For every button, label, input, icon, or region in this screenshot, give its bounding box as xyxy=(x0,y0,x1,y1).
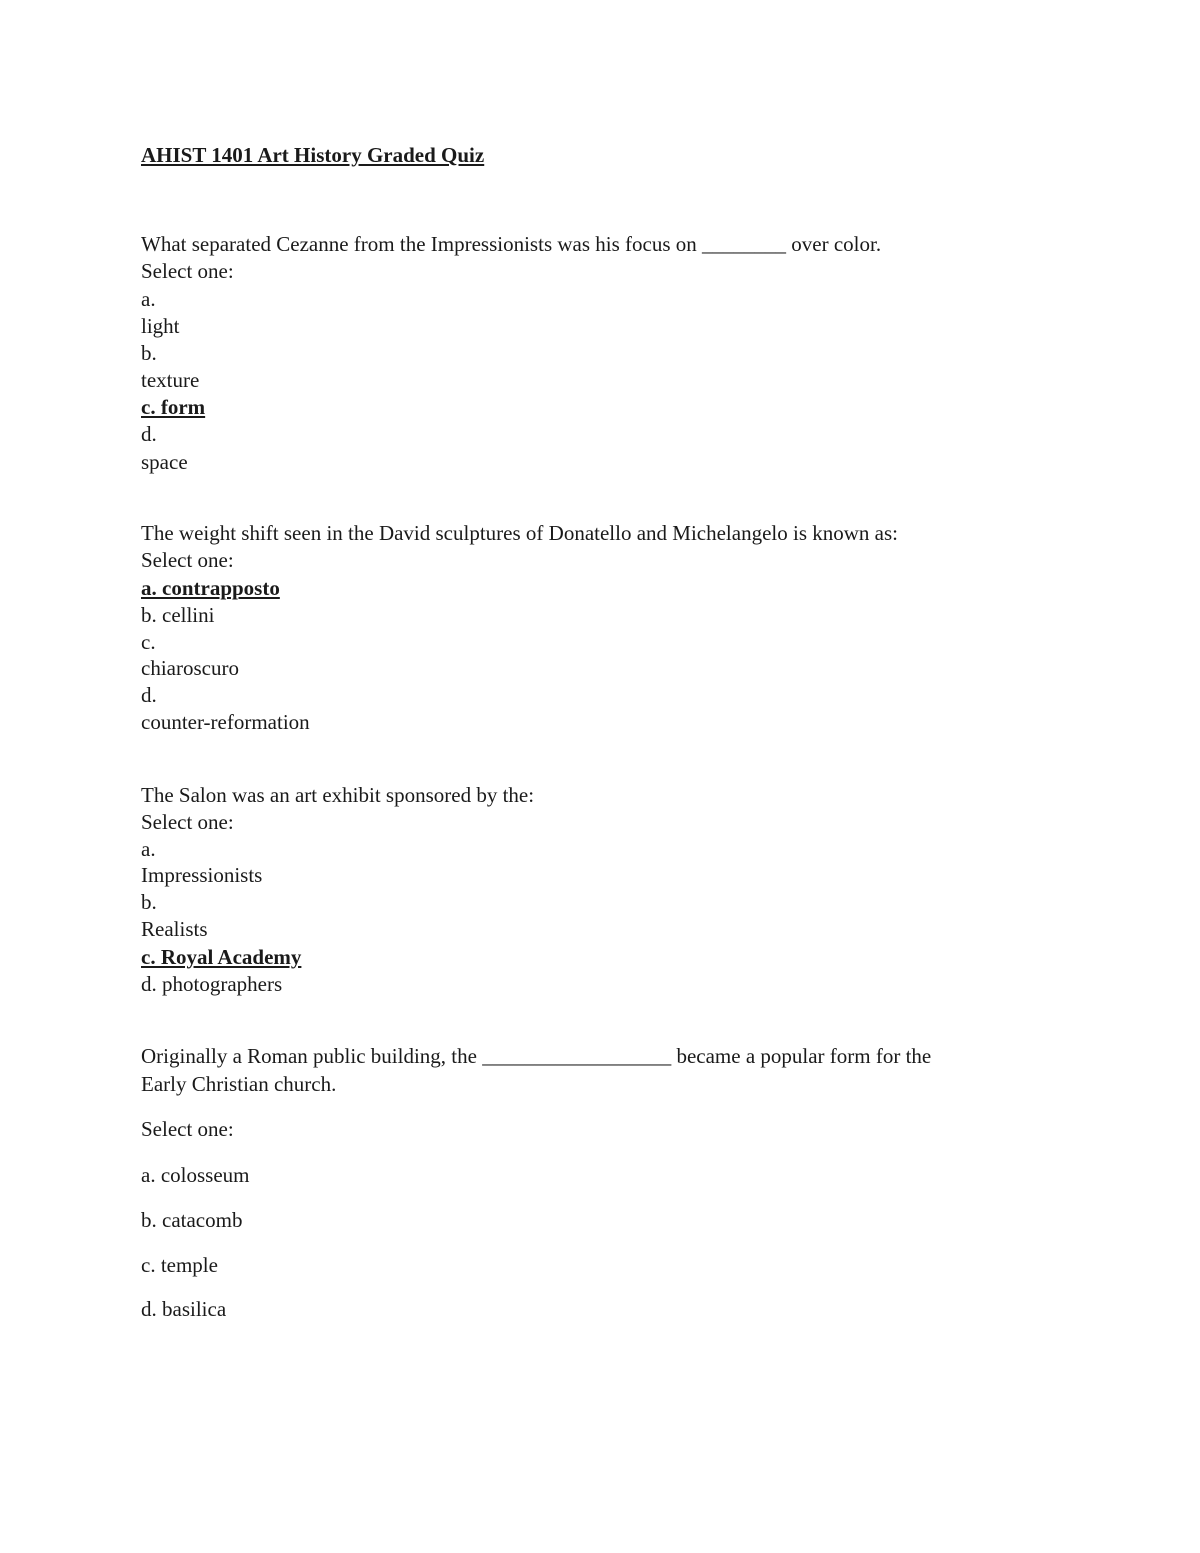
question-4-option-a: a. colosseum xyxy=(141,1163,250,1187)
question-3-option-b-letter: b. xyxy=(141,890,157,914)
question-3-option-d: d. photographers xyxy=(141,972,283,996)
question-2-option-d-text: counter-reformation xyxy=(141,710,310,734)
question-1-option-d-letter: d. xyxy=(141,422,157,446)
question-3-option-a-text: Impressionists xyxy=(141,863,263,887)
question-3-correct-answer: c. Royal Academy xyxy=(141,945,302,969)
question-1-option-a-letter: a. xyxy=(141,287,156,311)
question-4-text-line-1: Originally a Roman public building, the __________________ became a popular form for the xyxy=(141,1044,932,1068)
question-2-select-prompt: Select one: xyxy=(141,548,234,572)
question-3-select-prompt: Select one: xyxy=(141,810,234,834)
question-2-correct-answer: a. contrapposto xyxy=(141,576,280,600)
question-4-text-line-2: Early Christian church. xyxy=(141,1072,337,1096)
question-4-option-b: b. catacomb xyxy=(141,1208,243,1232)
question-2-text: The weight shift seen in the David sculptures of Donatello and Michelangelo is known as: xyxy=(141,521,898,545)
question-2-option-d-letter: d. xyxy=(141,683,157,707)
question-3-text: The Salon was an art exhibit sponsored by the: xyxy=(141,783,535,807)
question-4-option-c: c. temple xyxy=(141,1253,218,1277)
question-3-option-b-text: Realists xyxy=(141,917,208,941)
question-1-option-b-text: texture xyxy=(141,368,200,392)
question-1-correct-answer: c. form xyxy=(141,395,206,419)
question-1-text: What separated Cezanne from the Impressionists was his focus on ________ over color. xyxy=(141,232,882,256)
question-1-option-b-letter: b. xyxy=(141,341,157,365)
question-1-option-d-text: space xyxy=(141,450,188,474)
question-4-option-d: d. basilica xyxy=(141,1297,227,1321)
question-4-select-prompt: Select one: xyxy=(141,1117,234,1141)
question-2-option-c-text: chiaroscuro xyxy=(141,656,239,680)
question-1-option-a-text: light xyxy=(141,314,180,338)
question-2-option-b: b. cellini xyxy=(141,603,215,627)
question-3-option-a-letter: a. xyxy=(141,837,156,861)
question-1-select-prompt: Select one: xyxy=(141,259,234,283)
page-title: AHIST 1401 Art History Graded Quiz xyxy=(141,143,485,167)
question-2-option-c-letter: c. xyxy=(141,630,156,654)
